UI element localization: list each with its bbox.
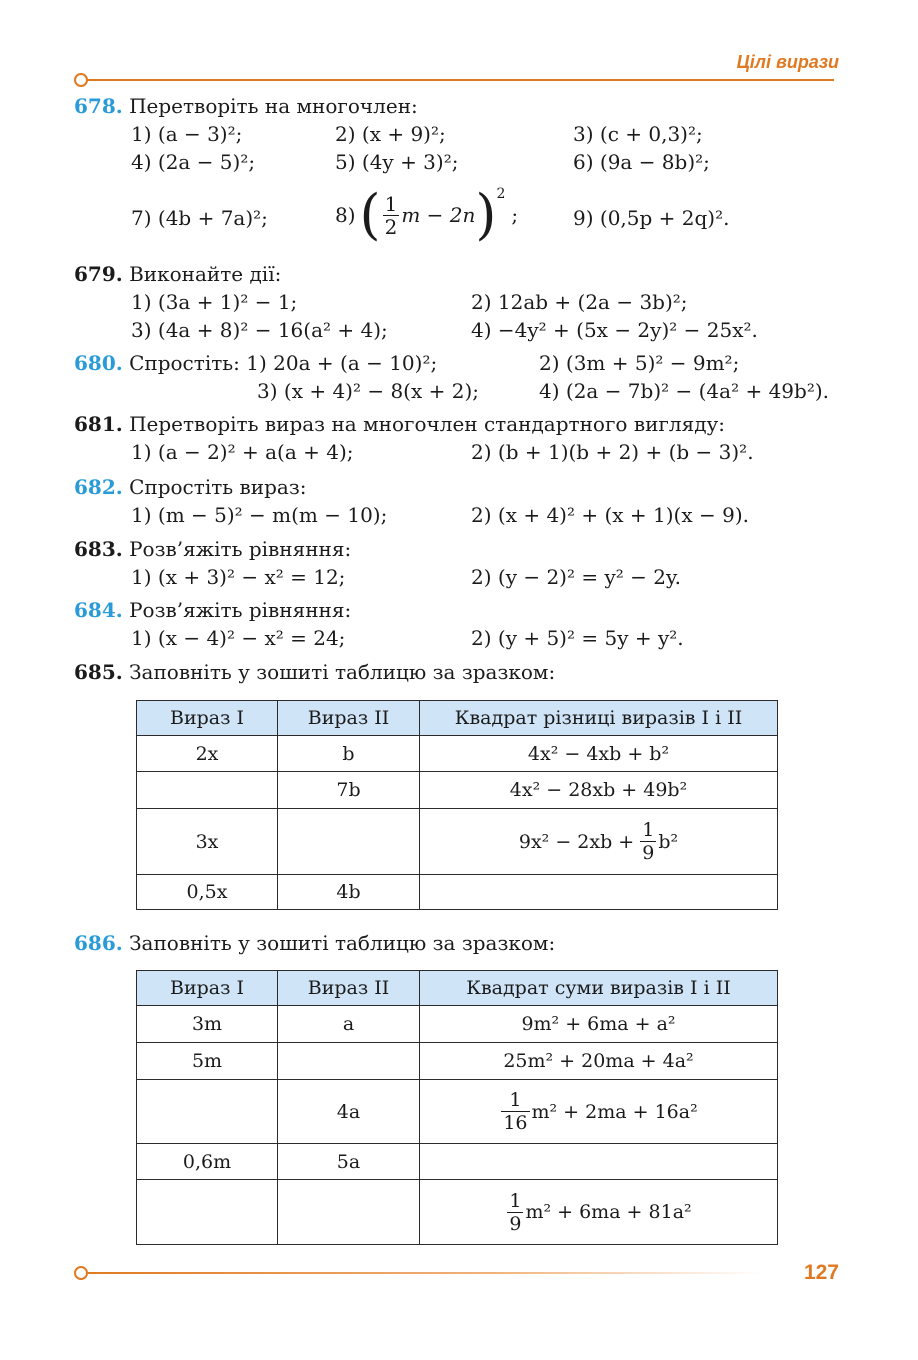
table-row [137, 1144, 778, 1180]
table-cell [278, 1180, 420, 1245]
task-number: 684. [74, 598, 123, 622]
task-item: 3) (c + 0,3)²; [573, 122, 703, 146]
task-item: 7) (4b + 7a)²; [131, 206, 268, 230]
task-number: 686. [74, 931, 123, 955]
table-cell: 25m² + 20ma + 4a² [420, 1043, 778, 1080]
task-number: 682. [74, 475, 123, 499]
task-number: 679. [74, 262, 123, 286]
task-item: 2) (x + 4)² + (x + 1)(x − 9). [471, 503, 749, 527]
task-prompt: Заповніть у зошиті таблицю за зразком: [129, 660, 556, 684]
table-row [137, 1043, 778, 1080]
task-item: 4) −4y² + (5x − 2y)² − 25x². [471, 318, 758, 342]
table-cell: 3m [137, 1006, 278, 1043]
task-prompt: Спростіть: [129, 351, 240, 375]
task-item: 1) (a − 2)² + a(a + 4); [131, 440, 354, 464]
table-cell: 5m [137, 1043, 278, 1080]
task-683-heading [74, 537, 351, 561]
table-cell [137, 1180, 278, 1245]
task-prompt: Перетворіть вираз на многочлен стандартного вигляду: [129, 412, 726, 436]
table-686 [136, 970, 778, 1245]
table-cell: 5a [278, 1144, 420, 1180]
table-row [137, 1080, 778, 1144]
table-cell: 0,6m [137, 1144, 278, 1180]
table-cell: 4x² − 28xb + 49b² [420, 772, 778, 809]
task-686-heading [74, 931, 555, 955]
task-685-heading [74, 660, 555, 684]
table-row [137, 736, 778, 772]
table-cell [137, 772, 278, 809]
task-prompt: Перетворіть на многочлен: [129, 94, 418, 118]
page-number: 127 [803, 1261, 839, 1284]
task-684-heading [74, 598, 351, 622]
table-cell [420, 1144, 778, 1180]
task-prompt: Розв’яжіть рівняння: [129, 537, 352, 561]
task-prompt: Заповніть у зошиті таблицю за зразком: [129, 931, 556, 955]
task-item: 5) (4y + 3)²; [335, 150, 459, 174]
top-divider [74, 73, 834, 87]
table-cell: b [278, 736, 420, 772]
header-cell: Вираз II [278, 701, 420, 736]
task-item-8: 8) ( $\frac{1}{2}$ m − 2n ) 2 ; [335, 183, 519, 246]
table-cell: 4a [278, 1080, 420, 1144]
table-cell: 7b [278, 772, 420, 809]
table-cell: 9m² + 6ma + a² [420, 1006, 778, 1043]
table-cell: $\frac{1}{16}$ m² + 2ma + 16a² [420, 1080, 778, 1144]
header-cell: Вираз II [278, 971, 420, 1006]
task-number: 680. [74, 351, 123, 375]
task-item: 2) (b + 1)(b + 2) + (b − 3)². [471, 440, 754, 464]
task-681-heading [74, 412, 725, 436]
task-prompt: Виконайте дії: [129, 262, 282, 286]
task-item: 2) (y + 5)² = 5y + y². [471, 626, 684, 650]
task-item: 1) (x − 4)² − x² = 24; [131, 626, 346, 650]
fraction: $\frac{1}{9}$ [642, 819, 655, 864]
task-item: 2) (y − 2)² = y² − 2y. [471, 565, 681, 589]
task-678-heading [74, 94, 418, 118]
task-item: 1) (x + 3)² − x² = 12; [131, 565, 346, 589]
task-number: 683. [74, 537, 123, 561]
task-prompt: Спростіть вираз: [129, 475, 307, 499]
table-row [137, 772, 778, 809]
table-cell: 9x² − 2xb + $\frac{1}{9}$ b² [420, 809, 778, 875]
table-cell [278, 1043, 420, 1080]
task-number: 685. [74, 660, 123, 684]
task-679-heading [74, 262, 281, 286]
table-row [137, 875, 778, 910]
table-cell: a [278, 1006, 420, 1043]
task-item: 1) (3a + 1)² − 1; [131, 290, 298, 314]
table-cell: $\frac{1}{9}$ m² + 6ma + 81a² [420, 1180, 778, 1245]
header-cell: Квадрат суми виразів I і II [420, 971, 778, 1006]
table-685 [136, 700, 778, 910]
task-number: 678. [74, 94, 123, 118]
table-row [137, 1180, 778, 1245]
table-row [137, 809, 778, 875]
table-cell: 4b [278, 875, 420, 910]
task-item: 2) 12ab + (2a − 3b)²; [471, 290, 688, 314]
task-item: 4) (2a − 7b)² − (4a² + 49b²). [539, 379, 829, 403]
task-item: 1) 20a + (a − 10)²; [246, 351, 438, 375]
task-682-heading [74, 475, 307, 499]
table-cell: 2x [137, 736, 278, 772]
task-680-heading [74, 351, 437, 375]
fraction: $\frac{1}{2}$ [384, 191, 398, 239]
fraction: $\frac{1}{16}$ [503, 1089, 528, 1134]
table-header-row [137, 701, 778, 736]
table-cell [137, 1080, 278, 1144]
task-number: 681. [74, 412, 123, 436]
task-item: 1) (m − 5)² − m(m − 10); [131, 503, 388, 527]
task-item: 1) (a − 3)²; [131, 122, 243, 146]
task-item: 9) (0,5p + 2q)². [573, 206, 730, 230]
task-item: 2) (x + 9)²; [335, 122, 446, 146]
table-cell [420, 875, 778, 910]
fraction: $\frac{1}{9}$ [509, 1189, 522, 1235]
header-cell: Вираз I [137, 701, 278, 736]
header-cell: Вираз I [137, 971, 278, 1006]
table-header-row [137, 971, 778, 1006]
bottom-divider [74, 1266, 764, 1280]
table-cell: 4x² − 4xb + b² [420, 736, 778, 772]
table-cell: 0,5x [137, 875, 278, 910]
task-item: 3) (x + 4)² − 8(x + 2); [257, 379, 480, 403]
table-cell [278, 809, 420, 875]
task-prompt: Розв’яжіть рівняння: [129, 598, 352, 622]
task-item: 4) (2a − 5)²; [131, 150, 256, 174]
task-item: 3) (4a + 8)² − 16(a² + 4); [131, 318, 388, 342]
task-item: 6) (9a − 8b)²; [573, 150, 710, 174]
section-title: Цілі вирази [736, 52, 839, 72]
table-row [137, 1006, 778, 1043]
header-cell: Квадрат різниці виразів I і II [420, 701, 778, 736]
table-cell: 3x [137, 809, 278, 875]
task-item: 2) (3m + 5)² − 9m²; [539, 351, 740, 375]
